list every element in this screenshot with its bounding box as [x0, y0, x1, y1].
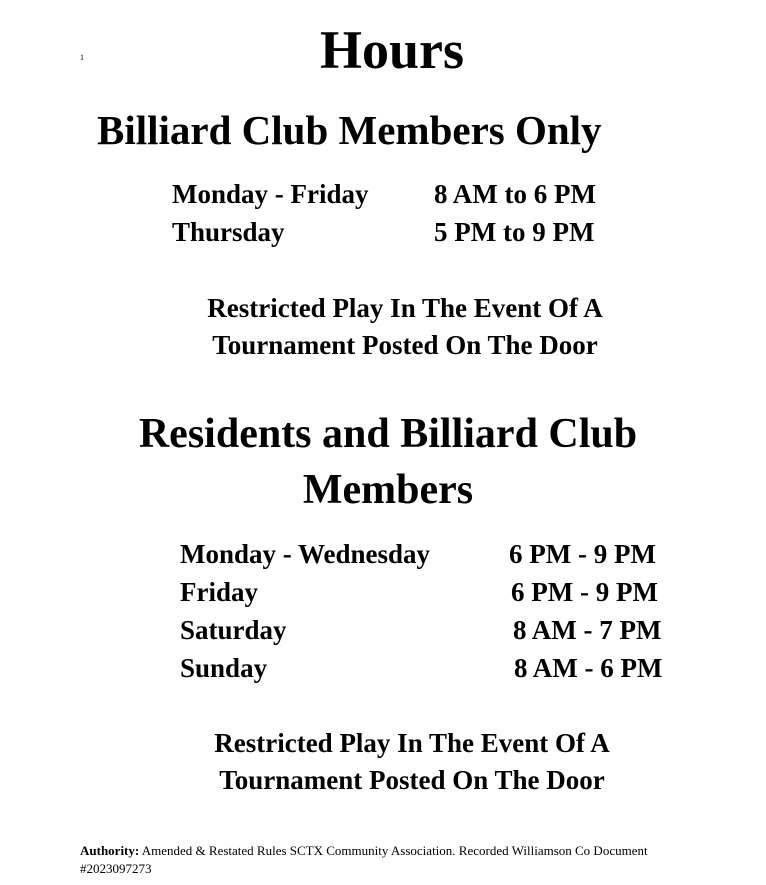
schedule-row: [180, 535, 700, 573]
page-title: Hours: [319, 20, 465, 80]
page-number: 1: [80, 53, 84, 62]
restriction-line: Tournament Posted On The Door: [219, 765, 605, 795]
schedule-day: Sunday: [180, 653, 268, 683]
schedule-day: Thursday: [172, 217, 285, 247]
schedule-row: [180, 649, 700, 687]
restriction-line: Restricted Play In The Event Of A: [207, 293, 603, 323]
authority-footer: [80, 842, 710, 878]
schedule-time: 6 PM - 9 PM: [511, 577, 658, 607]
residents-heading-line: Residents and Billiard Club: [138, 411, 638, 457]
members-only-schedule: [172, 175, 642, 251]
restriction-line: Restricted Play In The Event Of A: [214, 728, 610, 758]
members-only-restriction-note: [0, 290, 766, 364]
schedule-time: 8 AM - 6 PM: [514, 653, 663, 683]
schedule-day: Monday - Friday: [172, 179, 369, 209]
schedule-time: 5 PM to 9 PM: [434, 217, 595, 247]
schedule-day: Monday - Wednesday: [180, 539, 431, 569]
schedule-row: [172, 213, 642, 251]
residents-heading: [0, 406, 766, 518]
authority-label: Authority:: [80, 843, 140, 858]
schedule-time: 6 PM - 9 PM: [509, 539, 656, 569]
schedule-time: 8 AM - 7 PM: [513, 615, 662, 645]
schedule-row: [180, 573, 700, 611]
residents-restriction-note: [0, 725, 766, 799]
schedule-row: [180, 611, 700, 649]
residents-heading-line: Members: [302, 467, 474, 513]
schedule-day: Saturday: [180, 615, 287, 645]
schedule-time: 8 AM to 6 PM: [434, 179, 596, 209]
members-only-heading: Billiard Club Members Only: [97, 107, 602, 153]
restriction-line: Tournament Posted On The Door: [212, 330, 598, 360]
schedule-day: Friday: [180, 577, 258, 607]
authority-text: Amended & Restated Rules SCTX Community Association. Recorded Williamson Co Document #2023097273: [80, 843, 648, 876]
schedule-row: [172, 175, 642, 213]
residents-schedule: [180, 535, 700, 687]
